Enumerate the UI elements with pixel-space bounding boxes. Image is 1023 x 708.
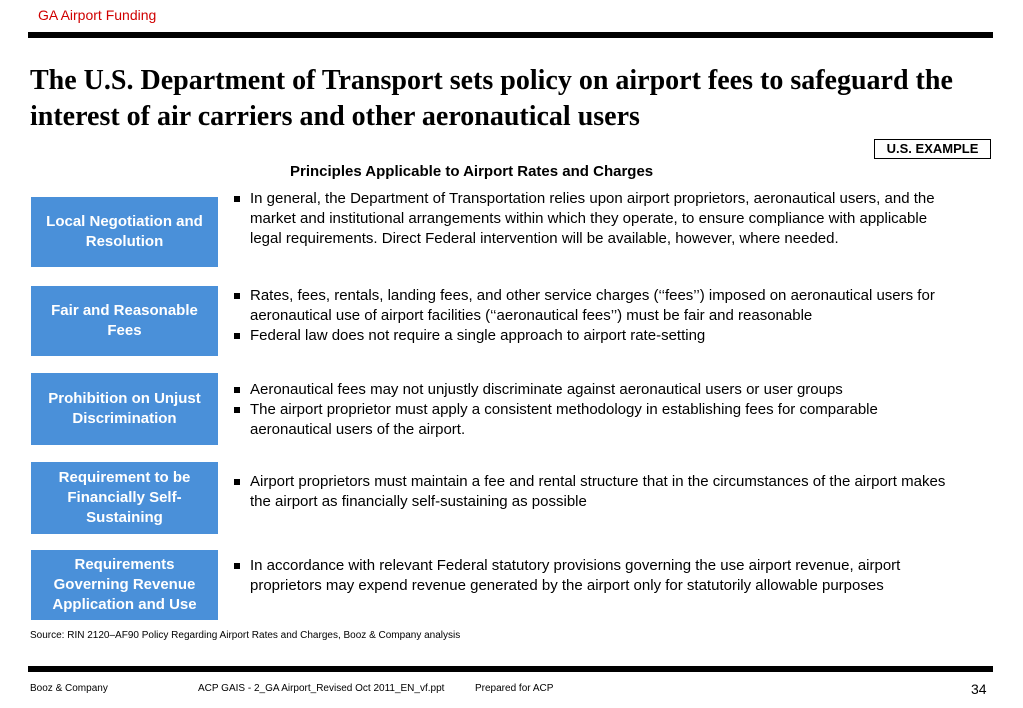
square-bullet-icon <box>234 479 240 485</box>
bullet-text: In accordance with relevant Federal statutory provisions governing the use airport revenue, airport proprietors may expend revenue generated by the airport only for statutorily allowable purposes <box>250 557 901 594</box>
bullet-text: Federal law does not require a single approach to airport rate-setting <box>250 327 706 344</box>
bullet-item <box>232 286 952 326</box>
top-divider <box>28 32 993 38</box>
principle-bullets-unjust-discrimination <box>232 380 952 440</box>
slide-title: The U.S. Department of Transport sets policy on airport fees to safeguard the interest of air carriers and other aeronautical users <box>30 65 953 132</box>
square-bullet-icon <box>234 196 240 202</box>
footer-company: Booz & Company <box>30 683 108 694</box>
principle-label: Fair and Reasonable Fees <box>51 302 198 339</box>
bullet-text: In general, the Department of Transportation relies upon airport proprietors, aeronautical users, and the market and institutional arrangements within which they operate, to ensure compliance with applicable legal requirements. Direct Federal intervention will be available, however, where needed. <box>250 190 935 247</box>
principle-bullets-self-sustaining <box>232 472 952 512</box>
bullet-item <box>232 472 952 512</box>
bottom-divider <box>28 666 993 672</box>
page-number: 34 <box>971 681 987 697</box>
principle-label: Requirements Governing Revenue Application and Use <box>52 556 197 613</box>
bullet-item <box>232 326 952 346</box>
principle-label: Local Negotiation and Resolution <box>46 213 203 250</box>
principle-label: Prohibition on Unjust Discrimination <box>48 390 201 427</box>
bullet-text: Aeronautical fees may not unjustly discriminate against aeronautical users or user groups <box>250 381 843 398</box>
principle-label: Requirement to be Financially Self-Sustaining <box>58 469 191 526</box>
square-bullet-icon <box>234 563 240 569</box>
square-bullet-icon <box>234 293 240 299</box>
principle-bullets-revenue-use <box>232 556 952 596</box>
principle-box-unjust-discrimination <box>31 373 218 445</box>
bullet-text: The airport proprietor must apply a consistent methodology in establishing fees for comparable aeronautical users of the airport. <box>250 401 878 438</box>
example-tag: U.S. EXAMPLE <box>874 139 991 159</box>
bullet-text: Rates, fees, rentals, landing fees, and other service charges (‘‘fees’’) imposed on aeronautical users for aeronautical use of airport facilities (‘‘aeronautical fees’’) must be fair and reasonable <box>250 287 935 324</box>
principle-box-revenue-use <box>31 550 218 620</box>
square-bullet-icon <box>234 387 240 393</box>
principle-bullets-local-negotiation <box>232 189 952 249</box>
square-bullet-icon <box>234 407 240 413</box>
principle-bullets-fair-fees <box>232 286 952 346</box>
principle-box-self-sustaining <box>31 462 218 534</box>
square-bullet-icon <box>234 333 240 339</box>
footer-file-name: ACP GAIS - 2_GA Airport_Revised Oct 2011_EN_vf.ppt <box>198 683 445 694</box>
principle-box-local-negotiation <box>31 197 218 267</box>
bullet-item <box>232 380 952 400</box>
footer-prepared-for: Prepared for ACP <box>475 683 554 694</box>
principle-box-fair-fees <box>31 286 218 356</box>
bullet-text: Airport proprietors must maintain a fee and rental structure that in the circumstances of the airport makes the airport as financially self-sustaining as possible <box>250 473 946 510</box>
section-label: GA Airport Funding <box>38 7 157 23</box>
bullet-item <box>232 400 952 440</box>
subheading: Principles Applicable to Airport Rates and Charges <box>290 163 654 180</box>
source-note: Source: RIN 2120–AF90 Policy Regarding Airport Rates and Charges, Booz & Company analysis <box>30 630 461 641</box>
bullet-item <box>232 556 952 596</box>
bullet-item <box>232 189 952 249</box>
